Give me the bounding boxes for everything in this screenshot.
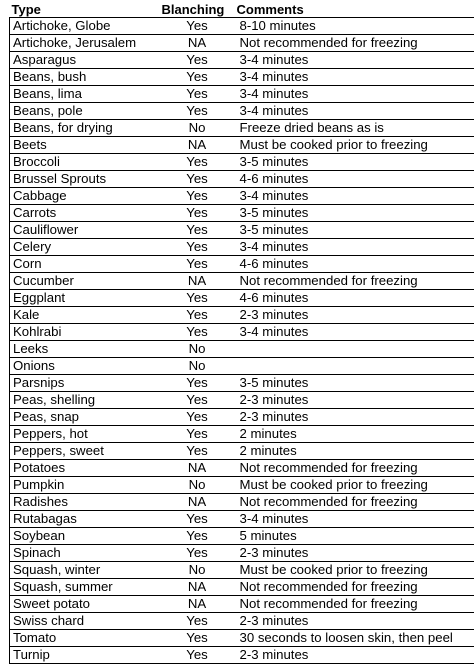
table-row [10, 273, 474, 290]
cell-blanching: Yes [160, 69, 235, 86]
table-row [10, 579, 474, 596]
cell-type: Broccoli [10, 154, 160, 171]
cell-comments: Not recommended for freezing [235, 494, 474, 511]
table-row [10, 392, 474, 409]
cell-type: Artichoke, Globe [10, 18, 160, 35]
cell-blanching: Yes [160, 239, 235, 256]
cell-type: Beets [10, 137, 160, 154]
cell-type: Squash, summer [10, 579, 160, 596]
table-row [10, 426, 474, 443]
cell-blanching: No [160, 562, 235, 579]
table-row [10, 290, 474, 307]
cell-comments: 2 minutes [235, 426, 474, 443]
table-row [10, 545, 474, 562]
cell-type: Beans, for drying [10, 120, 160, 137]
table-row [10, 222, 474, 239]
cell-blanching: No [160, 358, 235, 375]
cell-blanching: Yes [160, 375, 235, 392]
cell-comments [235, 341, 474, 358]
table-row [10, 613, 474, 630]
cell-type: Beans, lima [10, 86, 160, 103]
table-row [10, 154, 474, 171]
cell-blanching: Yes [160, 511, 235, 528]
cell-type: Tomato [10, 630, 160, 647]
table-row [10, 630, 474, 647]
cell-comments: 2-3 minutes [235, 545, 474, 562]
cell-comments: Not recommended for freezing [235, 460, 474, 477]
blanching-table [9, 2, 474, 664]
cell-comments: 3-5 minutes [235, 154, 474, 171]
cell-comments: 4-6 minutes [235, 290, 474, 307]
table-row [10, 307, 474, 324]
cell-type: Pumpkin [10, 477, 160, 494]
table-row [10, 647, 474, 664]
cell-comments: 2-3 minutes [235, 613, 474, 630]
cell-type: Cauliflower [10, 222, 160, 239]
cell-comments: 3-4 minutes [235, 86, 474, 103]
cell-comments: 30 seconds to loosen skin, then peel [235, 630, 474, 647]
cell-blanching: NA [160, 273, 235, 290]
cell-type: Rutabagas [10, 511, 160, 528]
header-blanching: Blanching [160, 2, 235, 18]
table-body [10, 18, 474, 664]
cell-blanching: Yes [160, 528, 235, 545]
cell-type: Sweet potato [10, 596, 160, 613]
cell-type: Soybean [10, 528, 160, 545]
cell-comments: Not recommended for freezing [235, 596, 474, 613]
table-row [10, 239, 474, 256]
cell-blanching: Yes [160, 290, 235, 307]
cell-comments: Must be cooked prior to freezing [235, 477, 474, 494]
cell-blanching: Yes [160, 256, 235, 273]
table-row [10, 69, 474, 86]
cell-blanching: Yes [160, 205, 235, 222]
table-row [10, 358, 474, 375]
cell-blanching: NA [160, 35, 235, 52]
cell-blanching: Yes [160, 324, 235, 341]
cell-blanching: Yes [160, 647, 235, 664]
table-row [10, 409, 474, 426]
table-row [10, 137, 474, 154]
cell-blanching: Yes [160, 188, 235, 205]
cell-comments: Freeze dried beans as is [235, 120, 474, 137]
table-row [10, 18, 474, 35]
table-row [10, 528, 474, 545]
cell-comments: 8-10 minutes [235, 18, 474, 35]
cell-type: Cabbage [10, 188, 160, 205]
cell-blanching: No [160, 477, 235, 494]
cell-comments: 4-6 minutes [235, 171, 474, 188]
cell-type: Beans, bush [10, 69, 160, 86]
cell-blanching: Yes [160, 443, 235, 460]
table-row [10, 443, 474, 460]
cell-type: Kale [10, 307, 160, 324]
cell-type: Peppers, sweet [10, 443, 160, 460]
cell-type: Corn [10, 256, 160, 273]
header-comments: Comments [235, 2, 474, 18]
cell-type: Onions [10, 358, 160, 375]
table-row [10, 460, 474, 477]
table-row [10, 511, 474, 528]
cell-comments: Must be cooked prior to freezing [235, 137, 474, 154]
cell-type: Radishes [10, 494, 160, 511]
table-row [10, 52, 474, 69]
cell-type: Swiss chard [10, 613, 160, 630]
cell-type: Artichoke, Jerusalem [10, 35, 160, 52]
table-row [10, 188, 474, 205]
cell-comments: Not recommended for freezing [235, 273, 474, 290]
header-type: Type [10, 2, 160, 18]
cell-blanching: NA [160, 137, 235, 154]
cell-blanching: NA [160, 494, 235, 511]
cell-blanching: Yes [160, 103, 235, 120]
cell-type: Carrots [10, 205, 160, 222]
table-row [10, 256, 474, 273]
table-row [10, 324, 474, 341]
cell-type: Spinach [10, 545, 160, 562]
cell-comments: 3-5 minutes [235, 222, 474, 239]
cell-type: Kohlrabi [10, 324, 160, 341]
cell-blanching: Yes [160, 613, 235, 630]
cell-comments: 3-4 minutes [235, 188, 474, 205]
cell-comments: 5 minutes [235, 528, 474, 545]
cell-blanching: Yes [160, 392, 235, 409]
cell-comments: 2-3 minutes [235, 392, 474, 409]
table-row [10, 341, 474, 358]
cell-type: Leeks [10, 341, 160, 358]
cell-type: Beans, pole [10, 103, 160, 120]
cell-blanching: Yes [160, 426, 235, 443]
cell-type: Parsnips [10, 375, 160, 392]
cell-blanching: Yes [160, 18, 235, 35]
table-row [10, 103, 474, 120]
header-row [10, 2, 474, 18]
cell-type: Squash, winter [10, 562, 160, 579]
cell-comments: 3-4 minutes [235, 239, 474, 256]
cell-comments: 2-3 minutes [235, 307, 474, 324]
table-header [10, 2, 474, 18]
cell-blanching: NA [160, 460, 235, 477]
cell-blanching: Yes [160, 307, 235, 324]
cell-blanching: Yes [160, 630, 235, 647]
cell-type: Asparagus [10, 52, 160, 69]
cell-blanching: Yes [160, 154, 235, 171]
cell-type: Cucumber [10, 273, 160, 290]
cell-comments: 3-5 minutes [235, 375, 474, 392]
cell-blanching: Yes [160, 222, 235, 239]
cell-comments [235, 358, 474, 375]
table-row [10, 86, 474, 103]
cell-type: Turnip [10, 647, 160, 664]
cell-comments: 3-4 minutes [235, 511, 474, 528]
cell-type: Peas, snap [10, 409, 160, 426]
cell-comments: 3-4 minutes [235, 324, 474, 341]
table-row [10, 596, 474, 613]
cell-blanching: NA [160, 579, 235, 596]
table-row [10, 375, 474, 392]
cell-comments: 2-3 minutes [235, 409, 474, 426]
cell-blanching: Yes [160, 545, 235, 562]
table-row [10, 477, 474, 494]
cell-comments: 2 minutes [235, 443, 474, 460]
cell-comments: 2-3 minutes [235, 647, 474, 664]
cell-type: Peas, shelling [10, 392, 160, 409]
cell-type: Potatoes [10, 460, 160, 477]
cell-comments: 4-6 minutes [235, 256, 474, 273]
cell-comments: 3-4 minutes [235, 103, 474, 120]
cell-blanching: Yes [160, 409, 235, 426]
cell-blanching: No [160, 120, 235, 137]
cell-comments: 3-5 minutes [235, 205, 474, 222]
cell-comments: Not recommended for freezing [235, 35, 474, 52]
table-row [10, 120, 474, 137]
table-row [10, 562, 474, 579]
cell-type: Celery [10, 239, 160, 256]
cell-comments: 3-4 minutes [235, 69, 474, 86]
cell-blanching: Yes [160, 52, 235, 69]
cell-comments: Not recommended for freezing [235, 579, 474, 596]
table-row [10, 494, 474, 511]
cell-type: Brussel Sprouts [10, 171, 160, 188]
cell-comments: Must be cooked prior to freezing [235, 562, 474, 579]
cell-blanching: No [160, 341, 235, 358]
cell-blanching: Yes [160, 171, 235, 188]
table-row [10, 171, 474, 188]
table-row [10, 205, 474, 222]
cell-type: Peppers, hot [10, 426, 160, 443]
cell-type: Eggplant [10, 290, 160, 307]
cell-blanching: Yes [160, 86, 235, 103]
table-row [10, 35, 474, 52]
cell-blanching: NA [160, 596, 235, 613]
cell-comments: 3-4 minutes [235, 52, 474, 69]
